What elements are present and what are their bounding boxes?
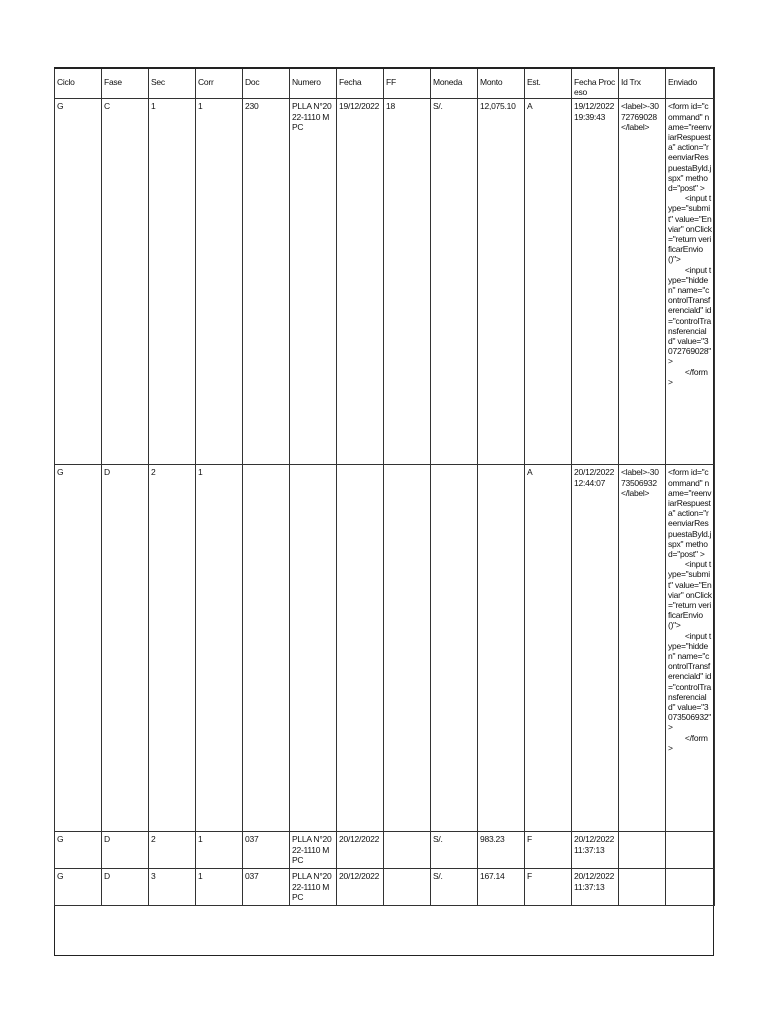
cell-monto: 167.14 [478, 869, 525, 906]
column-header-est: Est. [525, 68, 572, 99]
cell-fase: C [102, 99, 149, 465]
cell-id-trx: <label>-3073506932</label> [619, 465, 666, 832]
cell-fase: D [102, 465, 149, 832]
column-header-moneda: Moneda [431, 68, 478, 99]
table-row [55, 99, 715, 465]
cell-corr: 1 [196, 99, 243, 465]
cell-sec: 2 [149, 832, 196, 869]
column-header-ciclo: Ciclo [55, 68, 102, 99]
table-header-row [55, 68, 715, 99]
cell-fecha-proceso: 20/12/2022 12:44:07 [572, 465, 619, 832]
cell-enviado [666, 869, 715, 906]
cell-sec: 3 [149, 869, 196, 906]
cell-fecha: 20/12/2022 [337, 869, 384, 906]
cell-enviado: <form id="command" name="reenviarRespuesta" action="reenviarRespuestaByld.jspx" method="post" > <input type="submit" value="Enviar" onClick="return verificarEnvio()"> <input type="hidden" name="controlTransferenciald" id="controlTransferenciald" value="3073506932" > </form> [666, 465, 715, 832]
cell-numero: PLLA N°2022-1110 MPC [290, 832, 337, 869]
column-header-fase: Fase [102, 68, 149, 99]
column-header-fecha-proceso: Fecha Proceso [572, 68, 619, 99]
cell-enviado [666, 832, 715, 869]
cell-fecha-proceso: 20/12/2022 11:37:13 [572, 832, 619, 869]
cell-doc: 037 [243, 869, 290, 906]
column-header-monto: Monto [478, 68, 525, 99]
column-header-enviado: Enviado [666, 68, 715, 99]
cell-est: A [525, 465, 572, 832]
cell-ciclo: G [55, 99, 102, 465]
column-header-doc: Doc [243, 68, 290, 99]
cell-doc [243, 465, 290, 832]
cell-id-trx [619, 832, 666, 869]
cell-doc: 230 [243, 99, 290, 465]
column-header-numero: Numero [290, 68, 337, 99]
cell-fecha-proceso: 19/12/2022 19:39:43 [572, 99, 619, 465]
column-header-fecha: Fecha [337, 68, 384, 99]
cell-moneda: S/. [431, 99, 478, 465]
cell-fecha: 19/12/2022 [337, 99, 384, 465]
cell-monto: 983.23 [478, 832, 525, 869]
column-header-sec: Sec [149, 68, 196, 99]
cell-moneda: S/. [431, 832, 478, 869]
cell-fecha [337, 465, 384, 832]
cell-id-trx: <label>-3072769028</label> [619, 99, 666, 465]
cell-numero: PLLA N°2022-1110 MPC [290, 869, 337, 906]
cell-monto [478, 465, 525, 832]
cell-moneda [431, 465, 478, 832]
table-row [55, 465, 715, 832]
cell-numero [290, 465, 337, 832]
cell-ff [384, 832, 431, 869]
column-header-ff: FF [384, 68, 431, 99]
column-header-id-trx: Id Trx [619, 68, 666, 99]
cell-est: F [525, 832, 572, 869]
table-row [55, 832, 715, 869]
cell-ciclo: G [55, 465, 102, 832]
cell-doc: 037 [243, 832, 290, 869]
cell-fase: D [102, 869, 149, 906]
cell-numero: PLLA N°2022-1110 MPC [290, 99, 337, 465]
cell-fecha-proceso: 20/12/2022 11:37:13 [572, 869, 619, 906]
cell-id-trx [619, 869, 666, 906]
cell-sec: 1 [149, 99, 196, 465]
cell-sec: 2 [149, 465, 196, 832]
cell-ff [384, 465, 431, 832]
cell-est: F [525, 869, 572, 906]
cell-ff [384, 869, 431, 906]
cell-corr: 1 [196, 832, 243, 869]
cell-ciclo: G [55, 832, 102, 869]
cell-moneda: S/. [431, 869, 478, 906]
table-row [55, 869, 715, 906]
cell-fase: D [102, 832, 149, 869]
transactions-table [54, 67, 715, 906]
cell-ff: 18 [384, 99, 431, 465]
cell-enviado: <form id="command" name="reenviarRespuesta" action="reenviarRespuestaByld.jspx" method="post" > <input type="submit" value="Enviar" onClick="return verificarEnvio()"> <input type="hidden" name="controlTransferenciald" id="controlTransferenciald" value="3072769028" > </form> [666, 99, 715, 465]
cell-ciclo: G [55, 869, 102, 906]
cell-fecha: 20/12/2022 [337, 832, 384, 869]
cell-corr: 1 [196, 869, 243, 906]
cell-monto: 12,075.10 [478, 99, 525, 465]
cell-est: A [525, 99, 572, 465]
column-header-corr: Corr [196, 68, 243, 99]
cell-corr: 1 [196, 465, 243, 832]
